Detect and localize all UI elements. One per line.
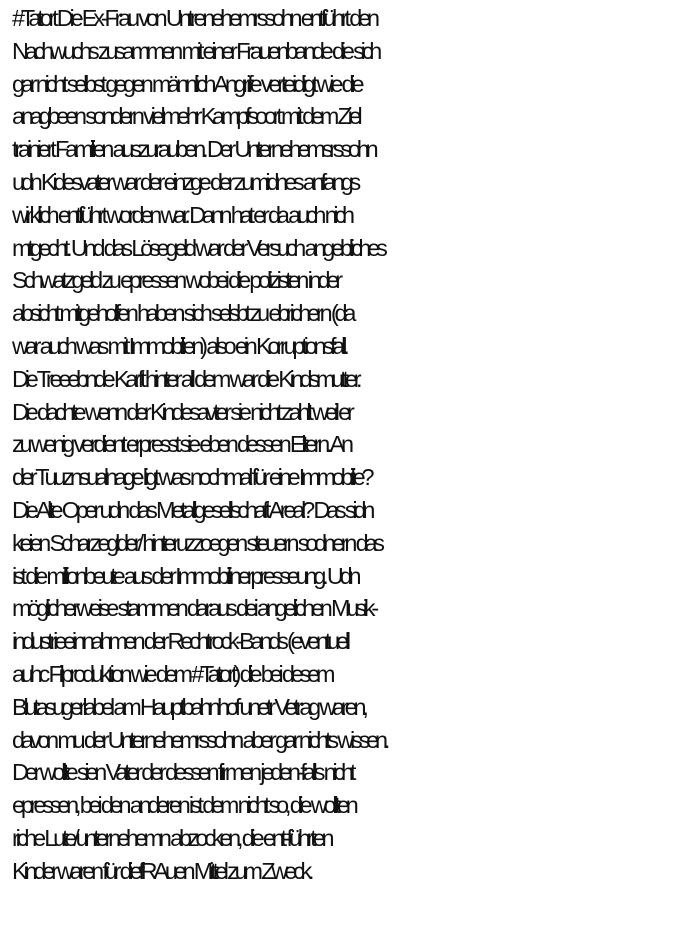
text-line: Blutasugerlabel am Hauptbahnhof unetr Vetrag waren, [12,693,365,720]
text-line: war auch was mit Immobilien) also ein Korruptionsfall. [12,332,346,359]
text-line: davon mu der Unternehemrssohn aber gar nichts wissen. [12,726,387,753]
text-line: epressen, bei den anderen ist dem nicht so, die wollten [12,792,355,819]
text-line: Schwatzgeld zu epressen wobei die polizisten inder [12,267,339,294]
text-line: keien Scharzeglder/ hinteruzzoegen steuern sodnern das [12,529,381,556]
text-line: Der wollte sien Vater der dessen firmen jeden-falls nicht [12,759,353,786]
text-line: anagbeen sondern vielmehr Kampfsoort mit dem Ziel [12,103,359,130]
text-line: mtgecht. Und das Lösegeld war der Versuch angebliches [12,234,384,261]
text-line: Die Treeebnde Karft hinter all dem war die Kindsmutter. [12,365,359,392]
text-line: gar nicht selbst gegen männlich Angrife verteidigt wie die [12,70,361,97]
text-line: ist die millionbeute aus der Immobilinerpresseung. Udn [12,562,358,589]
text-line: udn Kidesvater war der einzge der zumidnes anfangs [12,168,358,195]
text-line: Die Alte Oper udn das Metallgesellschaft Areal? Das sidn [12,496,372,523]
text-line: der Tuuznsualnage ligt was nochmal für eine Immobilie? [12,464,371,491]
text-line: trainiert Familien auszurauben. Der Unternehemsrssohn [12,136,375,163]
text-line: riche Lute/unternehemn abzocken, die ent-führten [12,824,331,851]
text-line: wirklich entführt worden war. Dann hat er da auch nich [12,201,351,228]
text-line: industrieeinnahmen der Rechtrock-Bands (eventuell [12,628,347,655]
text-line: zu wenig verdient erpresst sie eben dessen Eltern. An [12,431,350,458]
text-line: auhc Filproduktion wie dem #Tatort) die bei desem [12,660,332,687]
text-line: möglicherweise stammen daraus dei angelichen Musik- [12,595,375,622]
text-line: Nachwuchs zusammen mit einer Frauenbande die sich [12,37,379,64]
text-line: absicht mitgeholfen haben sich selsbt zu ebrichern (da [12,300,353,327]
body-text [12,2,684,888]
text-line: #Tatort Die Ex-Frau von Untrenehemrssohn entführt den [12,5,376,31]
text-line: Die dachte wenn der Kindesavter sie nicht zahlt weil er [12,398,351,425]
text-line: Kinder waren für diefRAuen Mittel zum Zweck. [12,857,311,884]
